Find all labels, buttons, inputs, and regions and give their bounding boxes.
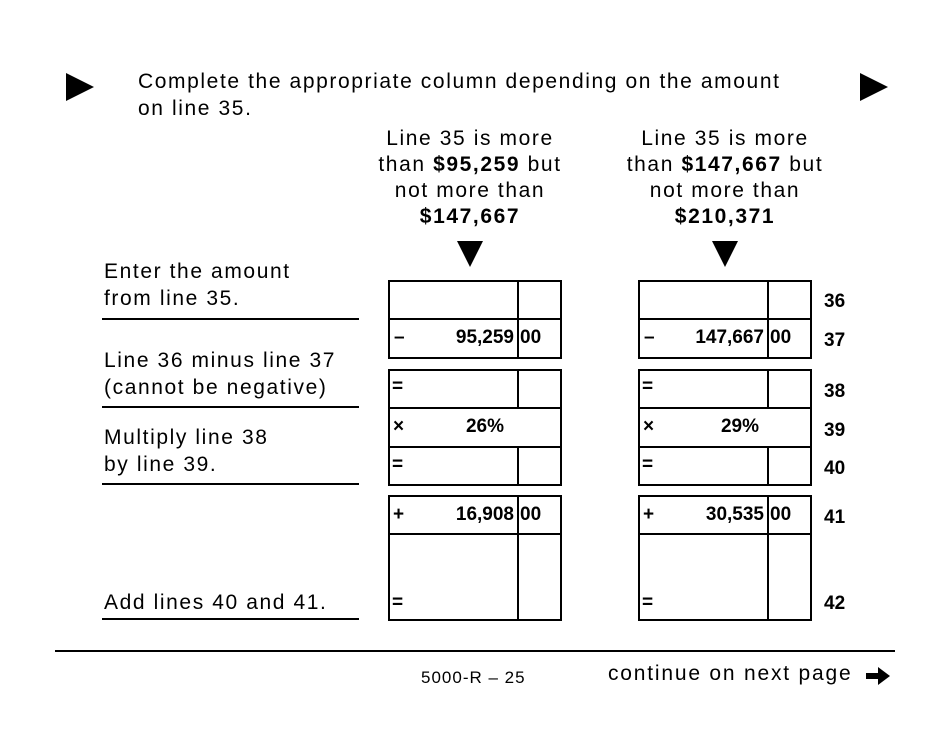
column-1-lower-bound: $95,259 [433,153,521,176]
line-number-38: 38 [824,381,846,402]
column-1-cents-divider [517,318,519,359]
column-1-cents-divider [517,369,519,409]
column-1-line-40-field[interactable] [388,446,562,486]
column-2-line-37-sign: – [644,327,655,348]
column-2-line-39-sign: × [643,416,655,437]
page-code: 5000-R – 25 [421,668,526,687]
column-2-cents-divider [767,280,769,320]
footer-rule [55,650,895,652]
label-multiply-line-2: by line 39. [104,453,218,476]
column-2-header-line-2: than $147,667 but [626,153,824,176]
label-enter-amount [104,258,291,312]
column-1-line-38-sign: = [392,376,404,397]
column-2-line-42-sign: = [642,592,654,613]
column-1-line-40-sign: = [392,454,404,475]
column-2-cents-divider [767,369,769,409]
column-1-header [355,126,585,230]
line-number-39: 39 [824,420,846,441]
column-1-cents-divider [517,280,519,320]
column-1-header-line-4 [355,204,585,230]
label-rule [102,618,359,620]
line-number-40: 40 [824,458,846,479]
line-number-36: 36 [824,291,846,312]
column-2-header [610,126,840,230]
column-1-line-37-sign: – [394,327,405,348]
label-multiply-line-1: Multiply line 38 [104,426,269,449]
column-1-line-41-amount: 16,908 [455,504,514,525]
column-1-line-37-amount: 95,259 [455,327,514,348]
column-1-line-41-sign: + [393,504,405,525]
column-1-line-38-field[interactable] [388,369,562,409]
line-number-41: 41 [824,507,846,528]
column-1-line-37-cents: 00 [520,327,542,348]
column-2-line-39-rate: 29% [720,416,760,437]
intro-line-1: Complete the appropriate column depending on the amount [138,70,781,93]
column-2-header-line-4 [610,204,840,230]
column-1-line-41-cents: 00 [520,504,542,525]
intro-text [138,68,838,122]
column-1-line-39-sign: × [393,416,405,437]
column-1-down-arrow-icon [457,241,483,267]
column-2-cents-divider [767,318,769,359]
column-1-line-39-rate: 26% [465,416,505,437]
column-1-header-line-3: not more than [394,179,546,202]
label-rule [102,406,359,408]
column-2-down-arrow-icon [712,241,738,267]
column-2-line-41-cents: 00 [770,504,792,525]
column-2-lower-bound: $147,667 [681,153,782,176]
column-2-line-36-field[interactable] [638,280,812,320]
label-multiply [104,424,269,478]
column-2-header-line-1: Line 35 is more [641,127,809,150]
column-2-line-38-field[interactable] [638,369,812,409]
column-2-line-41-amount: 30,535 [705,504,764,525]
column-1-header-line-1: Line 35 is more [386,127,554,150]
label-rule [102,483,359,485]
column-1-line-42-sign: = [392,592,404,613]
label-add: Add lines 40 and 41. [104,591,328,614]
column-2-line-42-field[interactable] [638,533,812,621]
column-2-header-line-3: not more than [649,179,801,202]
column-2-line-40-field[interactable] [638,446,812,486]
label-rule [102,318,359,320]
label-subtract [104,347,336,401]
line-number-37: 37 [824,330,846,351]
column-2-cents-divider [767,495,769,535]
column-1-cents-divider [517,446,519,486]
column-1-upper-bound: $147,667 [419,205,521,228]
column-1-cents-divider [517,495,519,535]
column-1-line-42-field[interactable] [388,533,562,621]
column-1-header-line-2: than $95,259 but [378,153,562,176]
label-enter-amount-line-1: Enter the amount [104,260,291,283]
column-2-upper-bound: $210,371 [674,205,776,228]
column-2-line-38-sign: = [642,376,654,397]
column-2-line-37-amount: 147,667 [695,327,764,348]
continue-arrow-icon [864,664,892,688]
line-number-42: 42 [824,593,846,614]
continue-text: continue on next page [608,662,853,685]
label-subtract-line-2: (cannot be negative) [104,376,328,399]
column-2-line-41-sign: + [643,504,655,525]
left-pointer-icon [66,73,94,101]
column-2-line-40-sign: = [642,454,654,475]
column-2-cents-divider [767,446,769,486]
label-enter-amount-line-2: from line 35. [104,287,241,310]
label-subtract-line-1: Line 36 minus line 37 [104,349,337,372]
column-2-line-37-cents: 00 [770,327,792,348]
column-1-cents-divider [517,533,519,621]
column-2-cents-divider [767,533,769,621]
right-pointer-icon [860,73,888,101]
intro-line-2: on line 35. [138,97,253,120]
column-1-line-36-field[interactable] [388,280,562,320]
